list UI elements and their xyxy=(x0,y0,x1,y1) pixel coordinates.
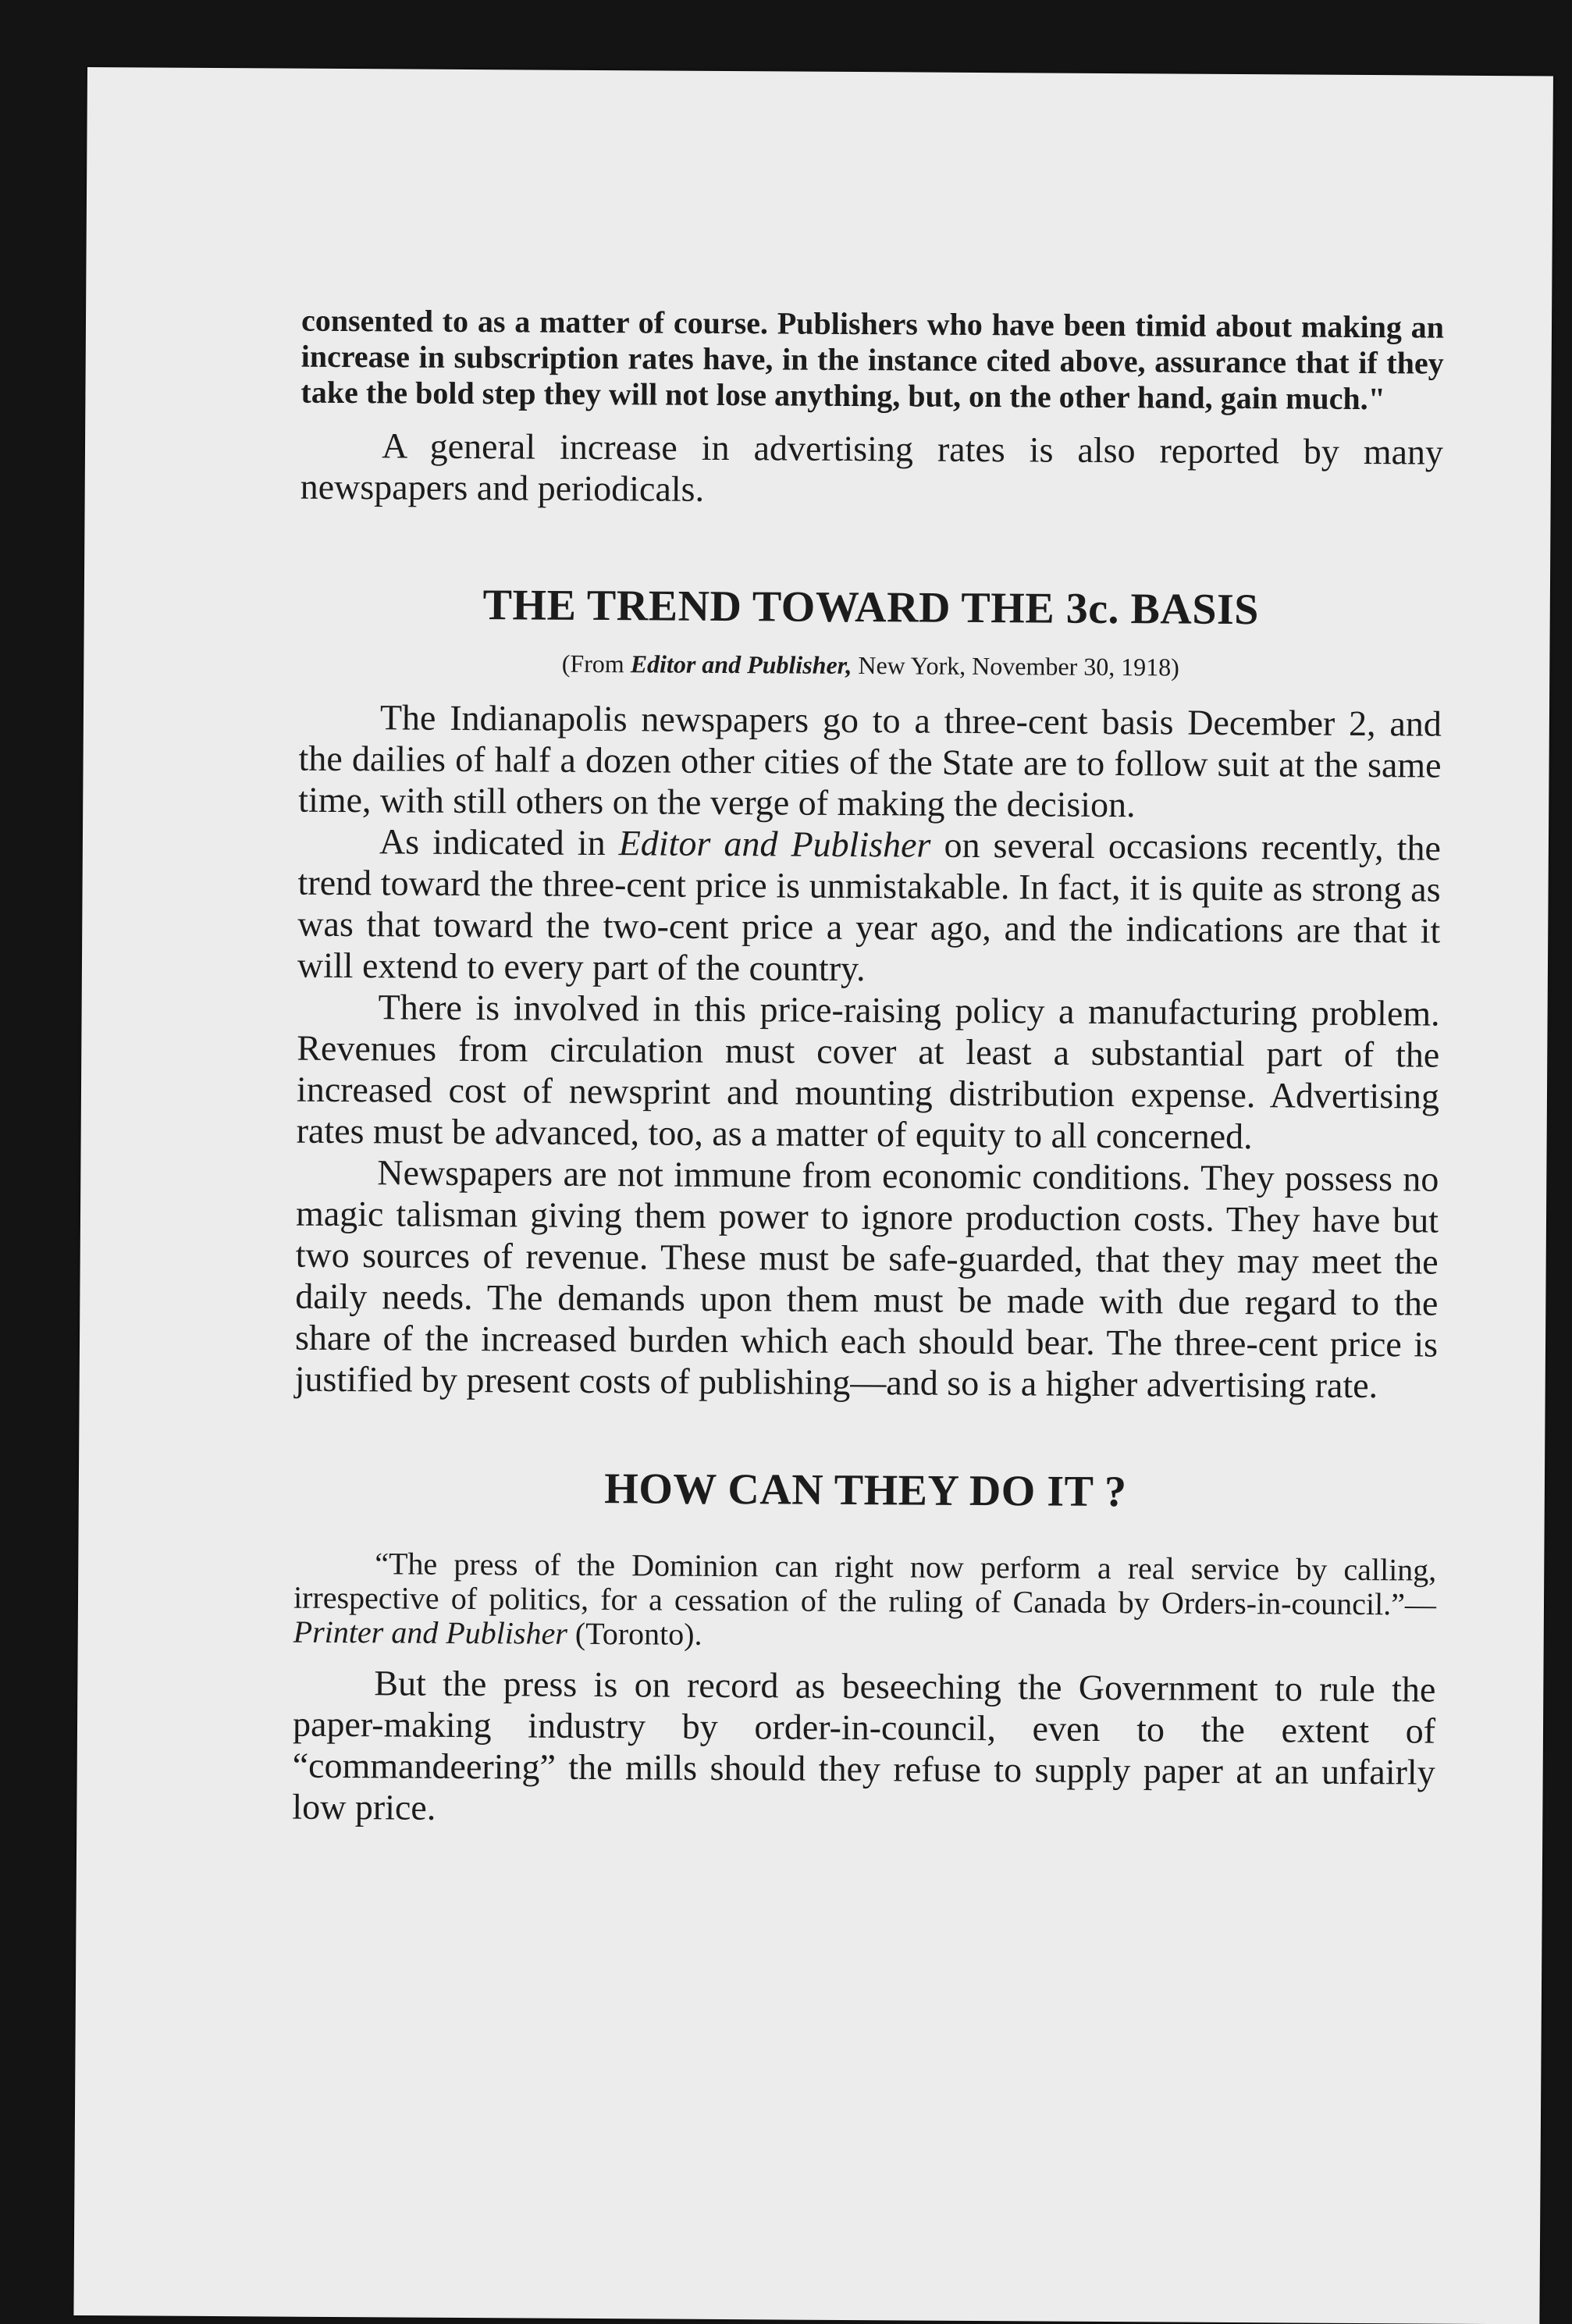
quote-source: Printer and Publisher xyxy=(293,1614,567,1651)
trend-paragraph-2 xyxy=(297,820,1441,993)
section-heading-trend: THE TREND TOWARD THE 3c. BASIS xyxy=(482,581,1260,635)
trend-paragraph-3: There is involved in this price-raising policy a manufacturing problem. Revenues from circulation must cover at least a substantial part of the increased cost of newsprint and mounting distribution expense. Advertising rates must be advanced, too, as a matter of equity to all concerned. xyxy=(296,987,1440,1157)
quote-text: “The press of the Dominion can right now perform a real service by calling, irrespective of politics, for a cessation of the ruling of Canada by Orders-in-council.”— xyxy=(293,1546,1437,1622)
page-content xyxy=(292,303,1444,1835)
general-increase-paragraph: A general increase in advertising rates is also reported by many newspapers and periodicals. xyxy=(300,425,1444,509)
quote-place: (Toronto). xyxy=(567,1615,702,1652)
trend-paragraph-2-after: on several occasions recently, the trend toward the three-cent price is unmistakable. In fact, it is quite as strong as was that toward the two-cent price a year ago, and the indications are that it will extend to every part of the country. xyxy=(297,824,1442,989)
dominion-quote xyxy=(293,1546,1437,1657)
press-paragraph: But the press is on record as beseeching the Government to rule the paper-making industry by order-in-council, even to the extent of “commandeering” the mills should they refuse to supply paper at an unfairly low price. xyxy=(292,1663,1436,1828)
document-page xyxy=(73,67,1553,2324)
trend-paragraph-1: The Indianapolis newspapers go to a three-cent basis December 2, and the dailies of half a dozen other cities of the State are to follow suit at the same time, with still others on the verge of making the decision. xyxy=(298,697,1442,825)
continuation-paragraph: consented to as a matter of course. Publishers who have been timid about making an increase in subscription rates have, in the instance cited above, assurance that if they take the bold step they will not lose anything, but, on the other hand, gain much." xyxy=(301,302,1445,417)
source-citation xyxy=(299,646,1442,685)
source-rest: New York, November 30, 1918) xyxy=(852,650,1180,682)
trend-paragraph-2-before: As indicated in xyxy=(379,821,619,863)
source-publication: Editor and Publisher, xyxy=(630,650,852,679)
source-open: (From xyxy=(561,649,631,678)
trend-paragraph-4: Newspapers are not immune from economic conditions. They possess no magic talisman giving them power to ignore production costs. They have but two sources of revenue. These must be safe-guarded, that they may meet the daily needs. The demands upon them must be made with due regard to the share of the increased burden which each should bear. The three-cent price is justified by present costs of publishing—and so is a higher advertising rate. xyxy=(294,1152,1439,1406)
section-heading-how: HOW CAN THEY DO IT ? xyxy=(604,1465,1127,1517)
trend-paragraph-2-publication: Editor and Publisher xyxy=(618,823,931,865)
